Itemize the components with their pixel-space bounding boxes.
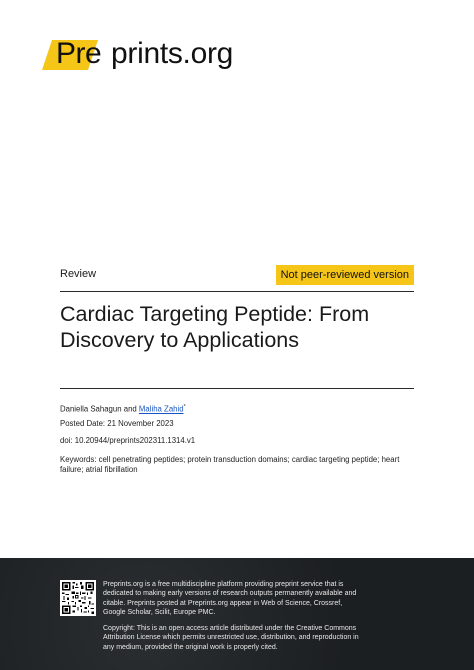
doi: doi: 10.20944/preprints202311.1314.v1 xyxy=(60,436,196,445)
corresponding-author-mark: * xyxy=(183,404,186,410)
qr-code-icon[interactable] xyxy=(60,580,96,616)
author-2-link[interactable]: Maliha Zahid xyxy=(138,404,184,414)
article-title: Cardiac Targeting Peptide: From Discovery to Applications xyxy=(60,302,370,352)
author-line xyxy=(60,402,420,415)
author-conjunction: and xyxy=(123,404,137,414)
preprints-logo[interactable] xyxy=(42,37,242,72)
logo-text-rest: prints.org xyxy=(111,37,234,70)
author-1: Daniella Sahagun xyxy=(60,404,122,414)
peer-review-status-badge: Not peer-reviewed version xyxy=(276,265,414,285)
footer-copyright-text: Copyright: This is an open access article distributed under the Creative Commons Attribution License which permits unrestricted use, distribution, and reproduction in any medium, provided the original work is properly cited. xyxy=(103,625,359,651)
logo-text-pre: Pre xyxy=(56,37,102,70)
keywords: Keywords: cell penetrating peptides; protein transduction domains; cardiac targeting peptide; heart failure; atrial fibrillation xyxy=(60,455,400,474)
footer-about-text: Preprints.org is a free multidiscipline platform providing preprint service that is dedicated to making early versions of research outputs permanently available and citable. Preprints posted at Preprints.org appear in Web of Science, Crossref, Google Scholar, Scilit, Europe PMC. xyxy=(103,581,357,617)
article-type-label: Review xyxy=(60,268,97,280)
divider-top xyxy=(60,291,414,292)
posted-date: Posted Date: 21 November 2023 xyxy=(60,419,174,428)
divider-bottom xyxy=(60,388,414,389)
